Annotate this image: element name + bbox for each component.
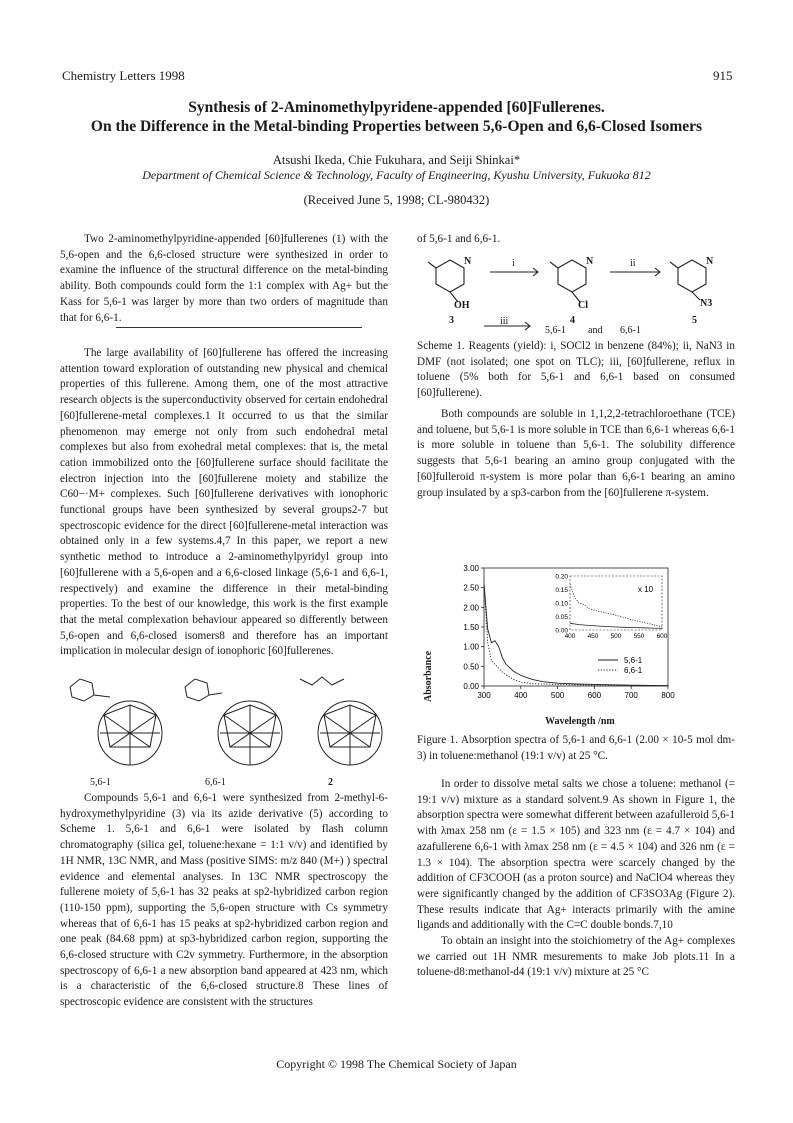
received-date: (Received June 5, 1998; CL-980432): [303, 193, 490, 207]
step-i-label: i: [512, 258, 515, 269]
right-top-text: of 5,6-1 and 6,6-1.: [417, 233, 501, 245]
left-column-body-2: [60, 791, 388, 1011]
synthesis-paragraph: Compounds 5,6-1 and 6,6-1 were synthesized from 2-methyl-6-hydroxymethylpyridine (3) via its azide derivative (5) according to Scheme 1. 5,6-1 and 6,6-1 were isolated by flash column chromatography (silica gel, toluene:hexane = 1:1 v/v) and identified by 1H NMR, 13C NMR, and Mass (positive SIMS: m/z 840 (M+) ) spectral evidence and elemental analyses. In 13C NMR spectroscopy the fullerene moiety of 5,6-1 has 32 peaks at sp2-hybridized carbon region (110-150 ppm), supporting the 5,6-open structure with Cs symmetry whereas that of 6,6-1 has 15 peaks at sp2-hybridized carbon region and one peak (84.68 ppm) at sp3-hybridized carbon region, supporting the 6,6-closed structure with C2v symmetry. Furthermore, in the absorption spectroscopy of 6,6-1 a new absorption band appeared at 423 nm, which is a characteristic of the 6,6-closed structure.8 These lines of spectroscopic evidence are consistent with the structures: [60, 792, 388, 1009]
compound-5-label: 5: [692, 315, 697, 326]
inset-y-tick-label-1: 0.05: [555, 614, 568, 621]
inset-x-tick-label-4: 600: [656, 633, 668, 640]
product-5-6-1-label: 5,6-1: [545, 325, 566, 336]
left-column-body: [60, 346, 388, 660]
y-axis-label-box: [415, 640, 445, 720]
y-tick-label-1: 0.50: [463, 662, 479, 672]
y-tick-label-4: 2.00: [463, 603, 479, 613]
structure-label-2: 2: [328, 777, 333, 788]
abstract-divider: [116, 327, 362, 328]
authors: Atsushi Ikeda, Chie Fukuhara, and Seiji Shinkai*: [272, 153, 521, 167]
x-axis-label: Wavelength /nm: [545, 716, 615, 727]
stoichiometry-paragraph: To obtain an insight into the stoichiometry of the Ag+ complexes we carried out 1H NMR mesurements to make Job plots.11 In a toluene-d8:methanol-d4 (19:1 v/v) mixture at 25 °C: [417, 935, 735, 979]
compound-4-ring: [550, 260, 586, 302]
right-column-top: [417, 232, 735, 248]
inset-x-tick-label-3: 550: [633, 633, 645, 640]
scheme-caption: Scheme 1. Reagents (yield): i, SOCl2 in benzene (84%); ii, NaN3 in DMF (not isolated; one spot on TLC); iii, [60]fullerene, reflux in toluene (5% both for 5,6-1 and 6,6-1 based on consumed [60]fullerene).: [417, 340, 735, 400]
compound-3-label: 3: [449, 315, 454, 326]
copyright-footer: Copyright © 1998 The Chemical Society of Japan: [276, 1057, 517, 1071]
structure-label-5-6-1: 5,6-1: [90, 777, 111, 788]
y-tick-label-3: 1.50: [463, 623, 479, 632]
inset-x-tick-label-0: 400: [564, 633, 576, 640]
compound-3-ring: [428, 260, 464, 302]
affiliation: Department of Chemical Science & Technology, Faculty of Engineering, Kyushu University, Fukuoka 812: [142, 168, 651, 182]
x-tick-label-1: 400: [514, 691, 528, 700]
and-label: and: [588, 325, 603, 336]
y-tick-label-2: 1.00: [463, 642, 479, 652]
ring-n-label-5: N: [706, 256, 714, 267]
step-ii-label: ii: [630, 258, 636, 269]
abstract-text: Two 2-aminomethylpyridine-appended [60]fullerenes (1) with the 5,6-open and the 6,6-closed structure were synthesized in order to examine the influence of the structural difference on the metal-binding ability. Both compounds could form the 1:1 complex with Ag+ but the Kass for 5,6-1 was larger by more than two orders of magnitude than that for 6,6-1.: [60, 233, 388, 324]
right-column-body: [417, 407, 735, 501]
right-column-body-2: [417, 777, 735, 981]
x-tick-label-2: 500: [550, 691, 565, 700]
cl-label: Cl: [578, 300, 588, 311]
abstract: [60, 232, 388, 326]
structure-label-6-6-1: 6,6-1: [205, 777, 226, 788]
legend-label-6,6-1: 6,6-1: [624, 666, 643, 675]
solubility-paragraph: Both compounds are soluble in 1,1,2,2-tetrachloroethane (TCE) and toluene, but 5,6-1 is more soluble in TCE than 6,6-1 whereas 6,6-1 is more soluble in toluene than 5,6-1. The solubility difference suggests that 5,6-1 bearing an amino group conjugated with the [60]fulleroid π-system is more polar than 6,6-1 bearing an amino group insulated by a sp3-carbon from the [60]fullerene π-system.: [417, 408, 735, 499]
compound-4-label: 4: [570, 315, 575, 326]
y-tick-label-0: 0.00: [463, 682, 479, 691]
inset-y-tick-label-0: 0.00: [555, 627, 568, 635]
paper-title-line1: Synthesis of 2-Aminomethylpyridene-appended [60]Fullerenes.: [188, 99, 605, 116]
inset-scale-label: x 10: [638, 585, 654, 594]
spectra-paragraph: In order to dissolve metal salts we chose a toluene: methanol (= 19:1 v/v) mixture as a standard solvent.9 As shown in Figure 1, the absorption spectra were somewhat different between azafulleroid 5,6-1 with λmax 258 nm (ε = 1.5 × 105) and 323 nm (ε = 4.7 × 104) and azafullerene 6,6-1 with λmax 258 nm (ε = 4.5 × 104) and 326 nm (ε = 1.3 × 104). The absorption spectra were scarcely changed by the addition of CF3COOH (as a proton source) and NaClO4 whereas they were significantly changed by the addition of CF3SO3Ag (Figure 2). These results indicate that Ag+ interacts primarily with the amine ligands and additionally with the C=C double bonds.7,10: [417, 778, 735, 932]
structure-5-6-1: [70, 679, 162, 765]
inset-x-tick-label-2: 500: [610, 633, 622, 640]
ring-n-label-3: N: [464, 256, 472, 267]
structure-2: [300, 677, 382, 765]
inset-x-tick-label-1: 450: [587, 633, 599, 640]
intro-paragraph: The large availability of [60]fullerene has offered the increasing attention toward exploration of outstanding new physical and chemical properties of this fullerene. Among them, one of the most attractive research objects is the superconductivity observed for certain endohedral [60]fullerene-metal complexes.1 It occurred to us that the similar phenomenon may emerge not only from such endohedral metal complexes but also from exohedral metal complexes: that is, the metal cation immobilized onto the [60]fullerene surface should facilitate the electron injection into the [60]fullerene moiety and stabilize the C60−·M+ complexes. Such [60]fullerene derivatives with ionophoric functional groups have been synthesized by several groups2-7 but spectroscopic evidence for the direct [60]fullerene-metal interaction was obtained only in a few systems.4,7 In this paper, we report a new synthetic method to introduce a 2-aminomethylpyridyl group into [60]fullerene with a 5,6-open and a 6,6-closed linkage (5,6-1 and 6,6-1, respectively) and examine the difference in their metal-binding properties. To the best of our knowledge, this work is the first example that the metal complexation behaviour appeared so differently between 5,6-open and 6,6-closed isomers8 and therefore has an important implication in molecular design of ionophoric [60]fullerenes.: [60, 347, 388, 658]
fullerene-structures-figure: [60, 665, 390, 775]
structure-6-6-1: [185, 679, 282, 765]
step-iii-label: iii: [500, 316, 509, 327]
x-tick-label-4: 700: [624, 691, 638, 700]
absorption-spectra-chart: [450, 562, 680, 700]
x-tick-label-3: 600: [587, 691, 602, 700]
page-number: 915: [713, 68, 733, 83]
ring-n-label-4: N: [586, 256, 594, 267]
legend-label-5,6-1: 5,6-1: [624, 656, 643, 665]
oh-label: OH: [454, 300, 470, 311]
y-axis-label: Absorbance: [423, 650, 434, 702]
x-tick-label-0: 300: [477, 691, 491, 700]
paper-title-line2: On the Difference in the Metal-binding Properties between 5,6-Open and 6,6-Closed Isomers: [90, 118, 703, 135]
compound-5-ring: [670, 260, 706, 300]
figure-caption: Figure 1. Absorption spectra of 5,6-1 and 6,6-1 (2.00 × 10-5 mol dm-3) in toluene:methanol (19:1 v/v) at 25 °C.: [417, 734, 735, 762]
product-6-6-1-label: 6,6-1: [620, 325, 641, 336]
running-header-journal: Chemistry Letters 1998: [62, 68, 185, 83]
y-tick-label-6: 3.00: [463, 564, 479, 573]
n3-label: N3: [700, 298, 713, 309]
inset-y-tick-label-2: 0.10: [555, 600, 568, 608]
inset-y-tick-label-3: 0.15: [555, 587, 568, 594]
inset-y-tick-label-4: 0.20: [555, 573, 568, 581]
x-tick-label-5: 800: [661, 691, 675, 700]
y-tick-label-5: 2.50: [463, 583, 479, 593]
